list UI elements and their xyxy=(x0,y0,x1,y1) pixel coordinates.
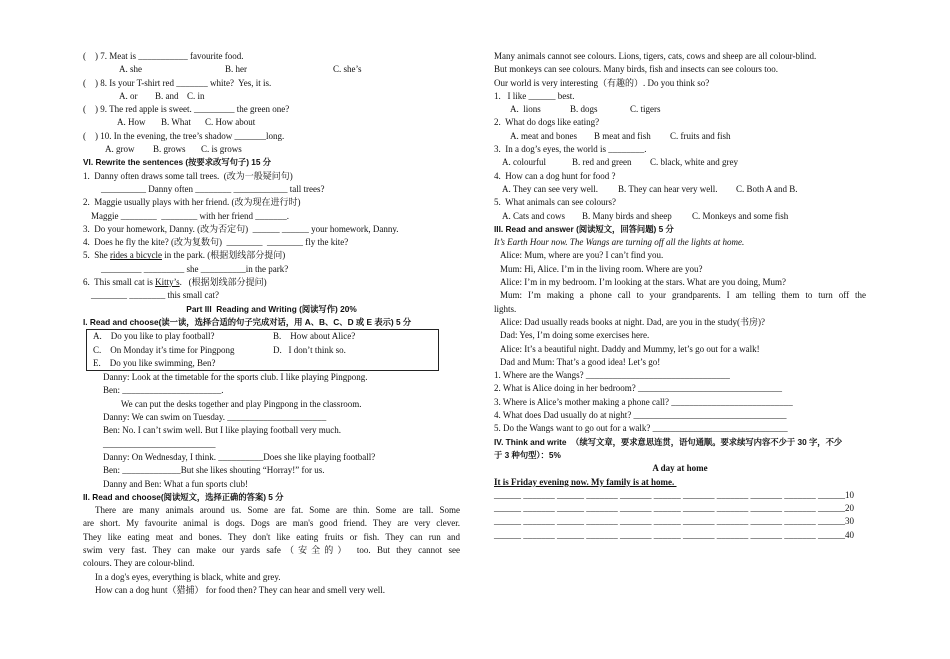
left-column xyxy=(83,50,460,597)
story-line: Dad: Yes, I’m doing some exercises here. xyxy=(500,330,650,341)
question-8: ( ) 8. Is your T-shirt red _______ white? Yes, it is. xyxy=(83,77,272,88)
story-line: Dad and Mum: That’s a good idea! Let’s go! xyxy=(500,356,661,367)
passage-line: Many animals cannot see colours. Lions, tigers, cats, cows and sheep are all colour-blind. xyxy=(494,51,817,61)
reading-3-title: III. Read and answer (阅读短文，回答问题) 5 分 xyxy=(494,223,674,234)
box-option-e: E. Do you like swimming, Ben? xyxy=(93,357,216,368)
q7-options: A. she B. her C. she’s xyxy=(119,64,362,75)
story-line: Alice: I’m in my bedroom. I’m looking at the stars. What are you doing, Mum? xyxy=(500,277,787,288)
passage-line: Our world is very interesting（有趣的）. Do you think so? xyxy=(494,77,710,88)
dialogue-line: We can put the desks together and play Pingpong in the classroom. xyxy=(103,398,362,409)
question-10: ( ) 10. In the evening, the tree’s shadow _______long. xyxy=(83,130,285,141)
writing-heading: A day at home xyxy=(652,463,708,474)
mc-options-5: A. Cats and cows B. Many birds and sheep C. Monkeys and some fish xyxy=(502,210,789,221)
dialogue-line: Danny: On Wednesday, I think. __________Does she like playing football? xyxy=(103,451,376,462)
question-7: ( ) 7. Meat is ___________ favourite food. xyxy=(83,51,244,61)
mc-options-4: A. They can see very well. B. They can hear very well. C. Both A and B. xyxy=(502,183,798,194)
mc-options-1: A. lions B. dogs C. tigers xyxy=(510,104,661,115)
mc-options-2: A. meat and bones B meat and fish C. fruits and fish xyxy=(510,130,731,141)
rewrite-6-answer: ________ ________ this small cat? xyxy=(91,290,219,301)
rewrite-6: 6. This small cat is Kitty’s. (根据划线部分提问) xyxy=(83,277,267,288)
passage-line: They like eating meat and bones. They don't like eating fruits or fish. They can run and xyxy=(83,531,460,542)
rewrite-4: 4. Does he fly the kite? (改为复数句) ________ ________ fly the kite? xyxy=(83,237,349,248)
q8-options: A. or B. and C. in xyxy=(119,90,205,101)
right-column xyxy=(494,50,866,542)
reading-1-title: I. Read and choose(读一读，选择合适的句子完成对话，用 A、B、C、D 或 E 表示) 5 分 xyxy=(83,316,412,327)
story-line: Mum: Hi, Alice. I’m in the living room. Where are you? xyxy=(500,263,703,274)
rewrite-2: 2. Maggie usually plays with her friend. (改为现在进行时) xyxy=(83,197,301,208)
mc-options-3: A. colourful B. red and green C. black, white and grey xyxy=(502,157,738,168)
rewrite-1: 1. Danny often draws some tall trees. (改为一般疑问句) xyxy=(83,170,293,181)
box-option-d: D. I don’t think so. xyxy=(273,344,346,355)
passage-line: In a dog's eyes, everything is black, white and grey. xyxy=(95,571,281,582)
writing-start: It is Friday evening now. My family is at home. xyxy=(494,476,677,487)
answer-question: 5. Do the Wangs want to go out for a walk? ______________________________ xyxy=(494,423,788,434)
box-option-c: C. On Monday it’s time for Pingpong xyxy=(93,344,235,355)
dialogue xyxy=(83,371,460,491)
passage-line: are short. My favourite animal is dogs. Dogs are man's good friend. They are very clever. xyxy=(83,518,460,529)
story-intro: It’s Earth Hour now. The Wangs are turning off all the lights at home. xyxy=(494,237,745,248)
writing-title-cont: 于 3 种句型）：5% xyxy=(494,449,561,460)
story-line: lights. xyxy=(494,303,517,314)
answer-question: 4. What does Dad usually do at night? __________________________________ xyxy=(494,410,787,421)
dialogue-line: _________________________ xyxy=(103,438,216,449)
q10-options: A. grow B. grows C. is grows xyxy=(105,144,242,155)
section-6-title: VI. Rewrite the sentences (按要求改写句子) 15 分 xyxy=(83,157,272,168)
rewrite-5-answer: _________ _________ she __________in the park? xyxy=(101,263,289,274)
rewrite-1-answer: __________ Danny often ________ ____________ tall trees? xyxy=(101,183,325,194)
passage-line: colours. They are colour-blind. xyxy=(83,558,195,569)
mc-question-1: 1. I like ______ best. xyxy=(494,90,575,101)
mc-question-4: 4. How can a dog hunt for food ? xyxy=(494,170,616,181)
passage-line: But monkeys can see colours. Many birds, fish and insects can see colours too. xyxy=(494,64,778,75)
options-box xyxy=(86,329,439,371)
passage-line: There are many animals around us. Some are fat. Some are thin. Some are tall. Some xyxy=(95,505,460,516)
writing-line: ______ _______ ______ _______ _______ ______ _______ _______ _______ _______ ______40 xyxy=(494,529,854,540)
q9-options: A. How B. What C. How about xyxy=(117,117,256,128)
story-line: Alice: Mum, where are you? I can’t find you. xyxy=(500,250,664,261)
answer-question: 3. Where is Alice’s mother making a phone call? ___________________________ xyxy=(494,396,793,407)
mc-question-3: 3. In a dog’s eyes, the world is ________. xyxy=(494,144,647,155)
rewrite-2-answer: Maggie ________ ________ with her friend _______. xyxy=(91,210,289,221)
question-9: ( ) 9. The red apple is sweet. _________ the green one? xyxy=(83,104,290,115)
answer-question: 1. Where are the Wangs? ________________________________ xyxy=(494,370,730,381)
passage-line: How can a dog hunt（猎捕） for food then? They can hear and smell very well. xyxy=(95,584,385,595)
writing-line: ______ _______ ______ _______ _______ ______ _______ _______ _______ _______ ______10 xyxy=(494,489,854,500)
story-line: Mum: I’m making a phone call to your grandparents. I am telling them to turn off the xyxy=(500,290,866,301)
dialogue-line: Ben: ______________________. xyxy=(103,385,224,396)
box-option-b: B. How about Alice? xyxy=(273,331,356,342)
dialogue-line: Danny: Look at the timetable for the sports club. I like playing Pingpong. xyxy=(103,372,368,383)
part-3-title: Part III Reading and Writing (阅读写作) 20% xyxy=(186,303,357,314)
story-line: Alice: Dad usually reads books at night. Dad, are you in the study(书房)? xyxy=(500,316,765,327)
reading-2-title: II. Read and choose(阅读短文，选择正确的答案) 5 分 xyxy=(83,491,284,502)
box-option-a: A. Do you like to play football? xyxy=(93,331,215,342)
dialogue-line: Ben: _____________But she likes shouting “Horray!” for us. xyxy=(103,465,325,476)
answer-question: 2. What is Alice doing in her bedroom? ________________________________ xyxy=(494,383,783,394)
rewrite-3: 3. Do your homework, Danny. (改为否定句) ______ ______ your homework, Danny. xyxy=(83,223,399,234)
mc-question-5: 5. What animals can see colours? xyxy=(494,197,617,208)
story-line: Alice: It’s a beautiful night. Daddy and Mummy, let’s go out for a walk! xyxy=(500,343,760,354)
writing-line: ______ _______ ______ _______ _______ ______ _______ _______ _______ _______ ______20 xyxy=(494,503,854,514)
dialogue-line: Ben: No. I can’t swim well. But I like playing football very much. xyxy=(103,425,342,436)
mc-question-2: 2. What do dogs like eating? xyxy=(494,117,600,128)
dialogue-line: Danny: We can swim on Tuesday. ______________________ xyxy=(103,412,327,423)
rewrite-5: 5. She rides a bicycle in the park. (根据划线部分提问) xyxy=(83,250,286,261)
writing-title: IV. Think and write （续写文章，要求意思连贯，语句通顺。要求续写内容不少于 30 字，不少 xyxy=(494,436,843,447)
passage-line: swim very fast. They can make our yards safe（安全的） too. But they cannot see xyxy=(83,544,460,555)
dialogue-line: Danny and Ben: What a fun sports club! xyxy=(103,478,249,489)
writing-line: ______ _______ ______ _______ _______ ______ _______ _______ _______ _______ ______30 xyxy=(494,516,854,527)
